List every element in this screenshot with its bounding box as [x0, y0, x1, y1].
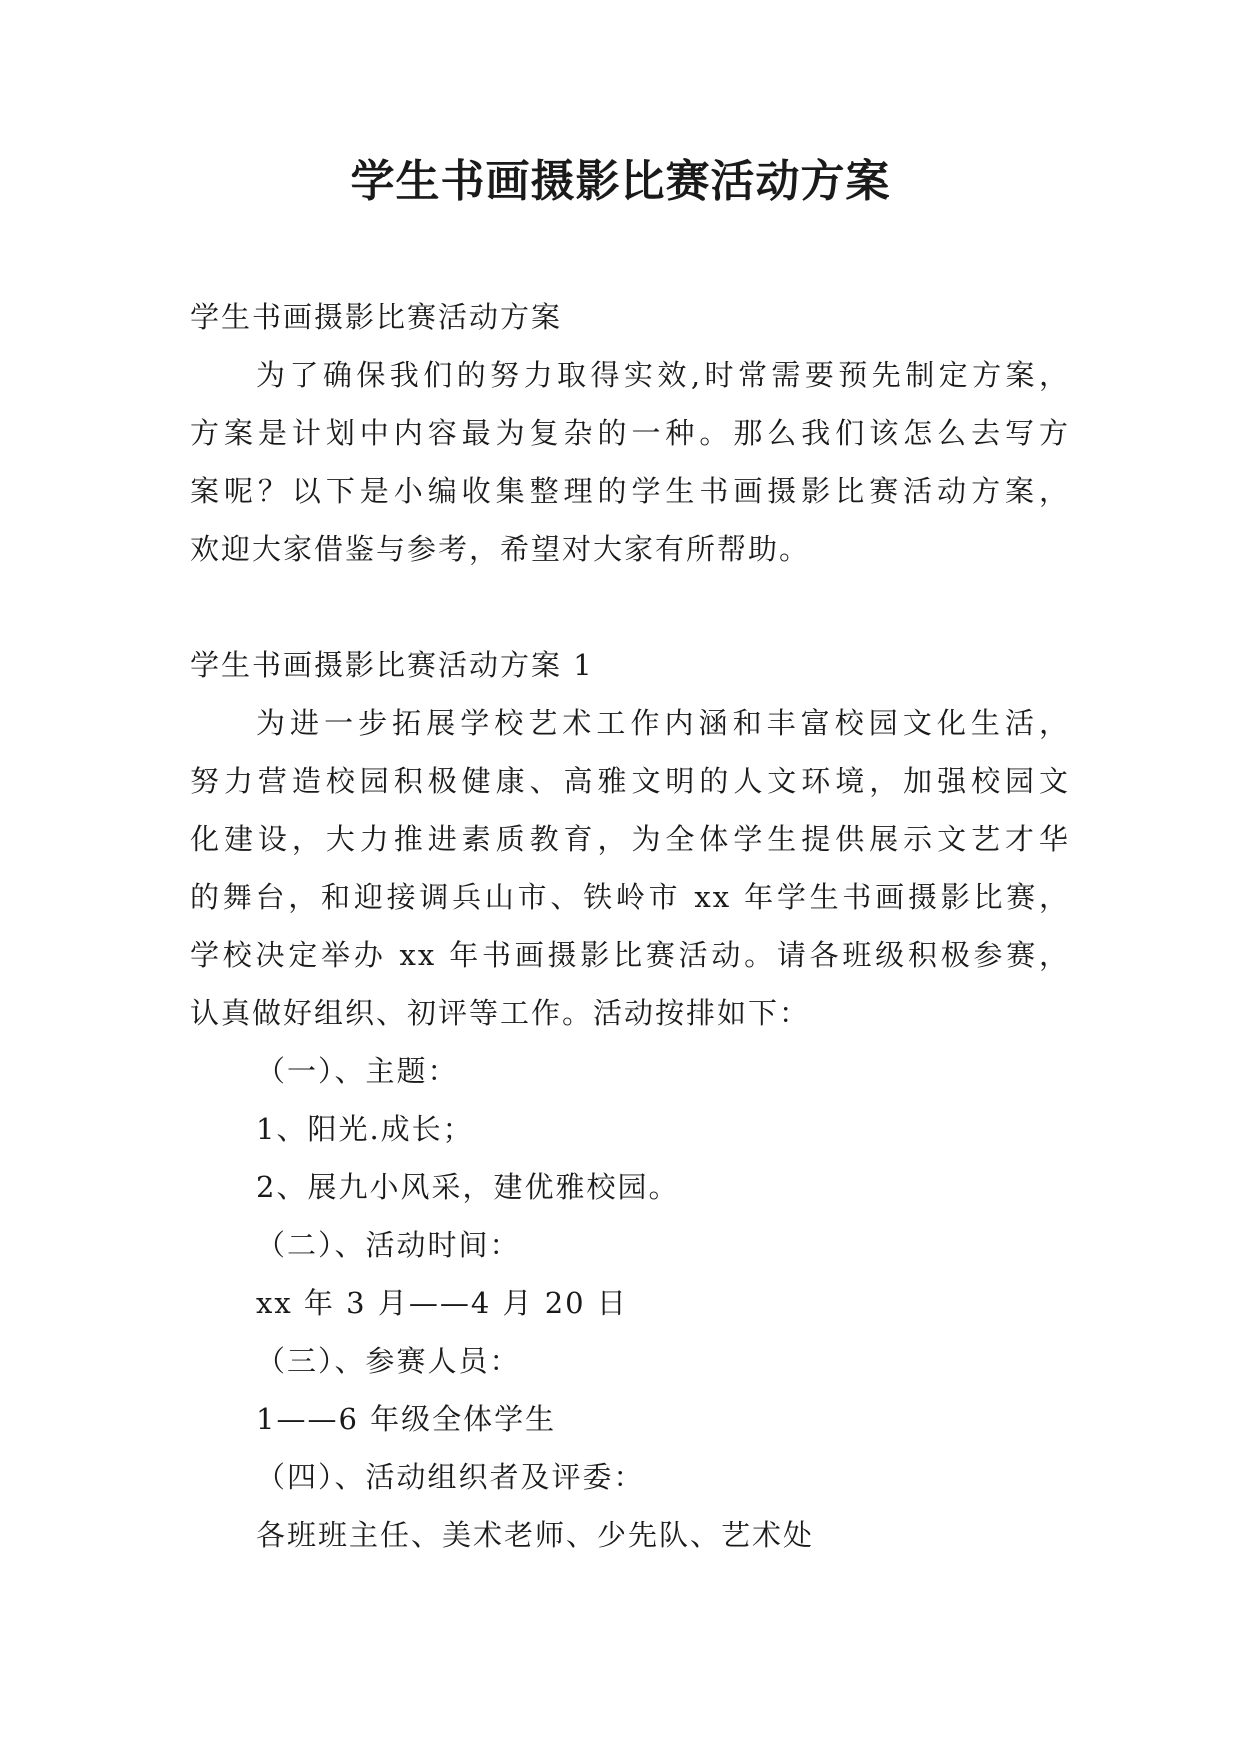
list-item: 1、阳光.成长；	[256, 1112, 474, 1146]
section-line: 为进一步拓展学校艺术工作内涵和丰富校园文化生活，	[256, 706, 1070, 740]
intro-line: 案呢？以下是小编收集整理的学生书画摄影比赛活动方案，	[190, 474, 1070, 508]
list-item: （四）、活动组织者及评委：	[256, 1460, 645, 1494]
list-item: xx 年 3 月——4 月 20 日	[256, 1286, 628, 1320]
list-item: 1——6 年级全体学生	[256, 1402, 557, 1436]
list-item: 各班班主任、美术老师、少先队、艺术处	[256, 1518, 815, 1552]
document-title: 学生书画摄影比赛活动方案	[350, 156, 891, 207]
list-item: 2、展九小风采，建优雅校园。	[256, 1170, 680, 1204]
section-line: 的舞台，和迎接调兵山市、铁岭市 xx 年学生书画摄影比赛，	[190, 880, 1070, 914]
section-heading: 学生书画摄影比赛活动方案 1	[190, 648, 594, 682]
section-line: 认真做好组织、初评等工作。活动按排如下：	[190, 996, 811, 1030]
section-line: 努力营造校园积极健康、高雅文明的人文环境，加强校园文	[190, 764, 1070, 798]
intro-line: 为了确保我们的努力取得实效,时常需要预先制定方案，	[256, 358, 1070, 392]
intro-line: 欢迎大家借鉴与参考，希望对大家有所帮助。	[190, 532, 811, 566]
section-line: 化建设，大力推进素质教育，为全体学生提供展示文艺才华	[190, 822, 1070, 856]
list-item: （三）、参赛人员：	[256, 1344, 521, 1378]
list-item: （二）、活动时间：	[256, 1228, 521, 1262]
paragraph-gap	[190, 578, 1070, 636]
section-line: 学校决定举办 xx 年书画摄影比赛活动。请各班级积极参赛，	[190, 938, 1070, 972]
list-item: （一）、主题：	[256, 1054, 459, 1088]
document-subtitle: 学生书画摄影比赛活动方案	[190, 300, 563, 334]
intro-line: 方案是计划中内容最为复杂的一种。那么我们该怎么去写方	[190, 416, 1070, 450]
document-body	[190, 288, 1070, 1564]
